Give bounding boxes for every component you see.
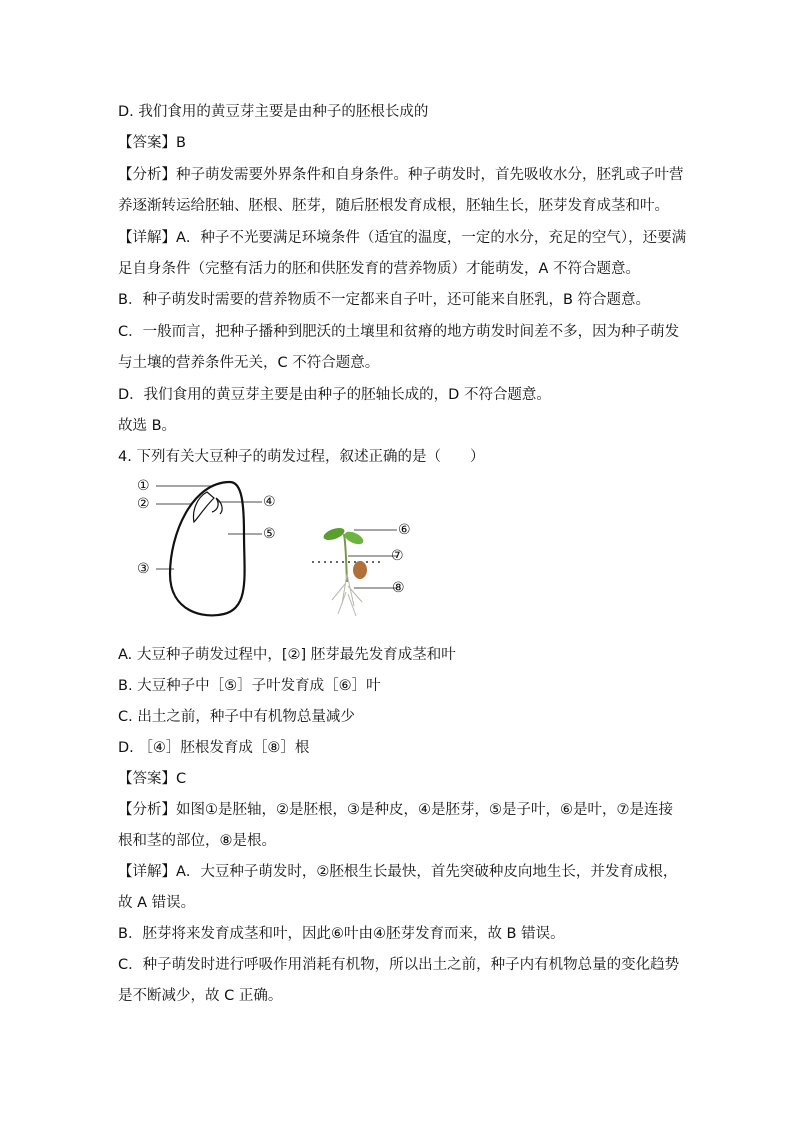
seedling xyxy=(312,526,397,616)
detail-line: 与土壤的营养条件无关，C 不符合题意。 xyxy=(118,355,380,371)
label-2: ② xyxy=(137,496,150,512)
option-a: A. 大豆种子萌发过程中，[②] 胚芽最先发育成茎和叶 xyxy=(118,647,456,663)
label-8: ⑧ xyxy=(392,580,405,596)
analysis-line: 【分析】种子萌发需要外界条件和自身条件。种子萌发时，首先吸收水分，胚乳或子叶营 xyxy=(118,167,684,183)
detail-line: 故 A 错误。 xyxy=(118,895,196,911)
conclusion-line: 故选 B。 xyxy=(118,418,177,434)
detail-line: 【详解】A．种子不光要满足环境条件（适宜的温度，一定的水分，充足的空气），还要满 xyxy=(118,230,687,246)
text-line: D. 我们食用的黄豆芽主要是由种子的胚根长成的 xyxy=(118,104,429,120)
answer-line: 【答案】C xyxy=(118,771,187,787)
label-1: ① xyxy=(137,478,150,494)
detail-line: 是不断减少，故 C 正确。 xyxy=(118,988,283,1004)
label-3: ③ xyxy=(137,561,150,577)
seed-diagram xyxy=(132,474,432,624)
detail-line: D．我们食用的黄豆芽主要是由种子的胚轴长成的，D 不符合题意。 xyxy=(118,387,551,403)
label-7: ⑦ xyxy=(391,548,404,564)
answer-line: 【答案】B xyxy=(118,135,186,151)
detail-line: 【详解】A．大豆种子萌发时，②胚根生长最快，首先突破种皮向地生长，并发育成根， xyxy=(118,864,678,880)
detail-line: C．种子萌发时进行呼吸作用消耗有机物，所以出土之前，种子内有机物总量的变化趋势 xyxy=(118,957,680,973)
detail-line: 足自身条件（完整有活力的胚和供胚发育的营养物质）才能萌发，A 不符合题意。 xyxy=(118,261,641,277)
question-title: 4. 下列有关大豆种子的萌发过程，叙述正确的是（ ） xyxy=(118,449,485,465)
label-4: ④ xyxy=(263,494,276,510)
analysis-line: 【分析】如图①是胚轴，②是胚根，③是种皮，④是胚芽，⑤是子叶，⑥是叶，⑦是连接 xyxy=(118,802,673,818)
option-d: D. ［④］胚根发育成［⑧］根 xyxy=(118,740,310,756)
label-5: ⑤ xyxy=(263,526,276,542)
analysis-line: 养逐渐转运给胚轴、胚根、胚芽，随后胚根发育成根，胚轴生长，胚芽发育成茎和叶。 xyxy=(118,198,669,214)
analysis-line: 根和茎的部位，⑧是根。 xyxy=(118,833,276,849)
option-b: B. 大豆种子中［⑤］子叶发育成［⑥］叶 xyxy=(118,678,381,694)
detail-line: B．胚芽将来发育成茎和叶，因此⑥叶由④胚芽发育而来，故 B 错误。 xyxy=(118,926,565,942)
detail-line: B．种子萌发时需要的营养物质不一定都来自子叶，还可能来自胚乳，B 符合题意。 xyxy=(118,292,651,308)
plumule xyxy=(212,498,222,514)
option-c: C. 出土之前，种子中有机物总量减少 xyxy=(118,709,355,725)
detail-line: C．一般而言，把种子播种到肥沃的土壤里和贫瘠的地方萌发时间差不多，因为种子萌发 xyxy=(118,324,680,340)
label-6: ⑥ xyxy=(398,522,411,538)
